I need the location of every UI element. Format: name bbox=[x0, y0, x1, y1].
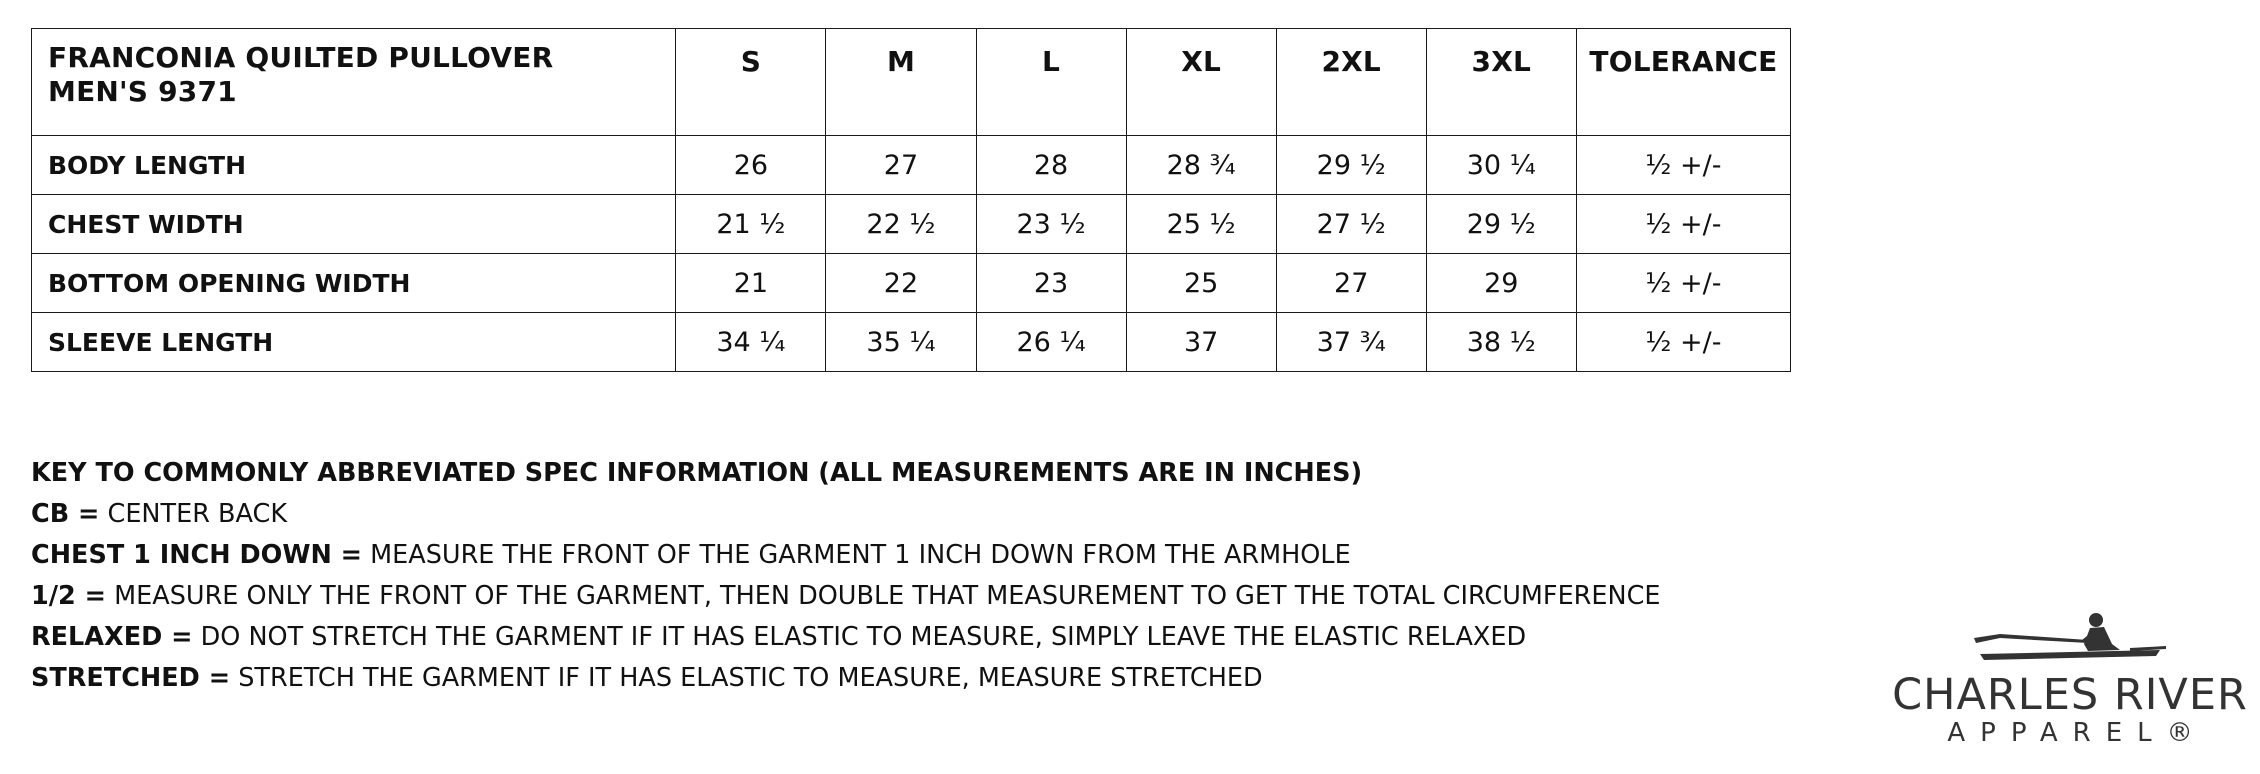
key-item bbox=[31, 617, 1711, 658]
key-definition: MEASURE THE FRONT OF THE GARMENT 1 INCH DOWN FROM THE ARMHOLE bbox=[370, 540, 1351, 570]
key-definition: STRETCH THE GARMENT IF IT HAS ELASTIC TO MEASURE, MEASURE STRETCHED bbox=[238, 663, 1263, 693]
table-row bbox=[32, 313, 1791, 372]
abbreviation-key bbox=[31, 453, 1711, 699]
table-cell: 21 bbox=[676, 254, 826, 313]
table-row bbox=[32, 136, 1791, 195]
brand-logo bbox=[1885, 610, 2255, 760]
key-heading: KEY TO COMMONLY ABBREVIATED SPEC INFORMATION (ALL MEASUREMENTS ARE IN INCHES) bbox=[31, 458, 1363, 488]
key-definition: MEASURE ONLY THE FRONT OF THE GARMENT, THEN DOUBLE THAT MEASUREMENT TO GET THE TOTAL CIRCUMFERENCE bbox=[114, 581, 1661, 611]
table-cell: 37 ¾ bbox=[1276, 313, 1426, 372]
table-row bbox=[32, 195, 1791, 254]
table-cell: 25 ½ bbox=[1126, 195, 1276, 254]
key-term: 1/2 = bbox=[31, 581, 107, 611]
key-term: STRETCHED = bbox=[31, 663, 231, 693]
table-cell: 28 bbox=[976, 136, 1126, 195]
column-header: 2XL bbox=[1276, 29, 1426, 136]
column-header: TOLERANCE bbox=[1576, 29, 1790, 136]
table-cell: 26 ¼ bbox=[976, 313, 1126, 372]
table-cell: 22 bbox=[826, 254, 976, 313]
product-title-cell bbox=[32, 29, 676, 136]
row-label: BODY LENGTH bbox=[32, 136, 676, 195]
table-cell: ½ +/- bbox=[1576, 195, 1790, 254]
table-cell: 35 ¼ bbox=[826, 313, 976, 372]
brand-name: CHARLES RIVER bbox=[1892, 670, 2248, 720]
table-cell: 27 bbox=[826, 136, 976, 195]
table-cell: 22 ½ bbox=[826, 195, 976, 254]
key-item bbox=[31, 576, 1711, 617]
column-header: S bbox=[676, 29, 826, 136]
table-cell: 34 ¼ bbox=[676, 313, 826, 372]
row-label: BOTTOM OPENING WIDTH bbox=[32, 254, 676, 313]
column-header: 3XL bbox=[1426, 29, 1576, 136]
spec-table bbox=[31, 28, 1791, 372]
key-term: CHEST 1 INCH DOWN = bbox=[31, 540, 363, 570]
table-cell: 29 ½ bbox=[1426, 195, 1576, 254]
table-cell: 29 bbox=[1426, 254, 1576, 313]
row-label: SLEEVE LENGTH bbox=[32, 313, 676, 372]
table-cell: 27 ½ bbox=[1276, 195, 1426, 254]
key-definition: CENTER BACK bbox=[107, 499, 288, 529]
table-cell: 27 bbox=[1276, 254, 1426, 313]
table-cell: 37 bbox=[1126, 313, 1276, 372]
column-header: M bbox=[826, 29, 976, 136]
column-header: XL bbox=[1126, 29, 1276, 136]
table-row bbox=[32, 254, 1791, 313]
table-cell: 23 bbox=[976, 254, 1126, 313]
table-cell: 38 ½ bbox=[1426, 313, 1576, 372]
key-definition: DO NOT STRETCH THE GARMENT IF IT HAS ELASTIC TO MEASURE, SIMPLY LEAVE THE ELASTIC RELAXED bbox=[200, 622, 1527, 652]
rower-icon bbox=[1970, 610, 2170, 670]
table-cell: 25 bbox=[1126, 254, 1276, 313]
table-cell: 28 ¾ bbox=[1126, 136, 1276, 195]
table-cell: ½ +/- bbox=[1576, 254, 1790, 313]
table-header-row bbox=[32, 29, 1791, 136]
key-item bbox=[31, 658, 1711, 699]
table-cell: 23 ½ bbox=[976, 195, 1126, 254]
table-cell: 30 ¼ bbox=[1426, 136, 1576, 195]
column-header: L bbox=[976, 29, 1126, 136]
table-cell: 29 ½ bbox=[1276, 136, 1426, 195]
row-label: CHEST WIDTH bbox=[32, 195, 676, 254]
table-cell: ½ +/- bbox=[1576, 136, 1790, 195]
product-style-number: MEN'S 9371 bbox=[48, 75, 237, 108]
table-cell: ½ +/- bbox=[1576, 313, 1790, 372]
table-cell: 21 ½ bbox=[676, 195, 826, 254]
table-cell: 26 bbox=[676, 136, 826, 195]
key-item bbox=[31, 535, 1711, 576]
key-term: CB = bbox=[31, 499, 100, 529]
product-name: FRANCONIA QUILTED PULLOVER bbox=[48, 41, 554, 74]
key-term: RELAXED = bbox=[31, 622, 193, 652]
brand-subname: APPAREL® bbox=[1947, 718, 2208, 748]
key-item bbox=[31, 494, 1711, 535]
